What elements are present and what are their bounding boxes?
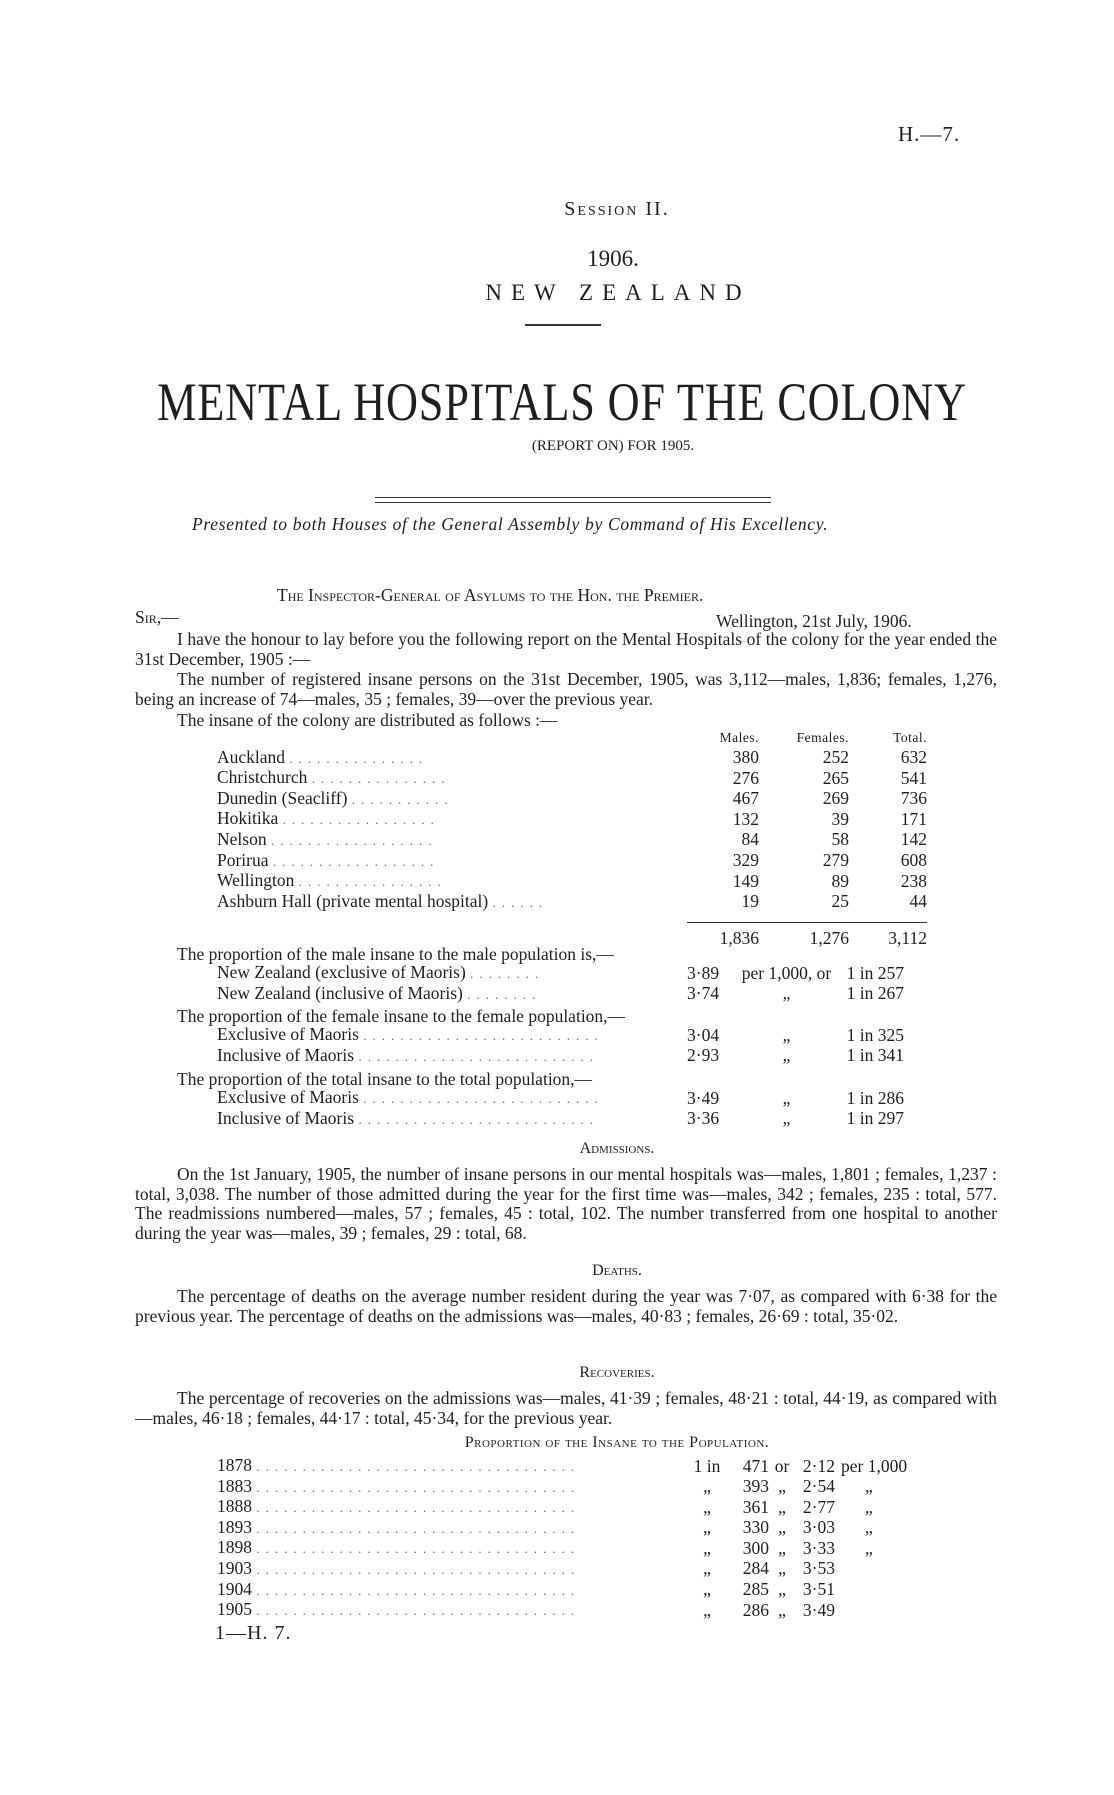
suffix-cell: „ bbox=[865, 1496, 873, 1517]
female-proportion-table bbox=[217, 1025, 904, 1066]
proportion-per: „ bbox=[782, 983, 791, 1004]
table-row: Exclusive of Maoris .......................... 3·49 „ 1 in 286 bbox=[217, 1087, 904, 1108]
rate-cell: 2·77 bbox=[802, 1496, 835, 1517]
females-cell: 58 bbox=[831, 829, 849, 850]
table-row: Nelson .................. 84 58 142 bbox=[217, 828, 927, 850]
table-row: 1878 ................................... 1 in 471 or 2·12 per 1,000 bbox=[217, 1456, 915, 1477]
suffix-cell bbox=[835, 1600, 915, 1621]
proportion-per: „ bbox=[782, 1087, 791, 1108]
hospital-name: Nelson bbox=[217, 828, 267, 849]
ratio-cell: 330 bbox=[742, 1517, 769, 1538]
total-cell: 608 bbox=[900, 850, 927, 871]
proportion-label: New Zealand (inclusive of Maoris) bbox=[217, 982, 463, 1003]
proportion-label: Exclusive of Maoris bbox=[217, 1087, 359, 1107]
total-cell: 238 bbox=[900, 870, 927, 891]
suffix-cell: „ bbox=[865, 1476, 873, 1497]
proportion-ratio: 1 in 297 bbox=[846, 1108, 904, 1129]
table-row: Christchurch ............... 276 265 541 bbox=[217, 767, 927, 788]
suffix-cell: „ bbox=[865, 1537, 873, 1558]
females-cell: 39 bbox=[831, 808, 849, 829]
table-row: Dunedin (Seacliff) ........... 467 269 736 bbox=[217, 787, 927, 809]
letter-paragraph-2: The number of registered insane persons on the 31st December, 1905, was 3,112—males, 1,836; females, 1,276, being an increase of 74—males, 35 ; females, 39—over the previous year. bbox=[135, 669, 997, 709]
prefix-cell: „ bbox=[703, 1476, 711, 1497]
proportion-ratio: 1 in 286 bbox=[846, 1087, 904, 1108]
table-row: 1898 ................................... „ 300 „ 3·33 „ bbox=[217, 1538, 915, 1559]
hospital-name: Auckland bbox=[217, 746, 286, 767]
sep-cell: „ bbox=[778, 1537, 786, 1558]
deaths-paragraph: The percentage of deaths on the average number resident during the year was 7·07, as compared with 6·38 for the previous year. The percentage of deaths on the admissions was—males, 40·83 ; females, 26·69 : total, 35·02. bbox=[135, 1286, 997, 1326]
table-row: Porirua .................. 329 279 608 bbox=[217, 849, 927, 871]
proportion-per: „ bbox=[782, 1024, 791, 1045]
year-cell: 1878 bbox=[217, 1455, 252, 1475]
suffix-cell: „ bbox=[865, 1517, 873, 1538]
population-table bbox=[217, 1456, 915, 1621]
sep-cell: „ bbox=[778, 1558, 786, 1579]
table-row: Inclusive of Maoris .......................... 3·36 „ 1 in 297 bbox=[217, 1107, 904, 1129]
ratio-cell: 284 bbox=[742, 1558, 769, 1579]
females-cell: 279 bbox=[822, 850, 849, 871]
sep-cell: „ bbox=[778, 1476, 786, 1497]
female-proportion-heading: The proportion of the female insane to the female population,— bbox=[177, 1006, 626, 1026]
rate-cell: 3·33 bbox=[802, 1537, 835, 1558]
footer-signature: 1—H. 7. bbox=[215, 1622, 292, 1644]
males-cell: 132 bbox=[732, 808, 759, 829]
sep-cell: or bbox=[774, 1455, 790, 1476]
letter-address: The Inspector-General of Asylums to the Hon. the Premier. bbox=[277, 585, 704, 605]
year-cell: 1888 bbox=[217, 1496, 252, 1517]
proportion-value: 3·04 bbox=[687, 1024, 720, 1045]
table-row: Ashburn Hall (private mental hospital) ...... 19 25 44 bbox=[217, 890, 927, 912]
year-cell: 1883 bbox=[217, 1475, 252, 1496]
table-row: New Zealand (inclusive of Maoris) ........ 3·74 „ 1 in 267 bbox=[217, 982, 904, 1004]
presented-line: Presented to both Houses of the General Assembly by Command of His Excellency. bbox=[192, 514, 829, 534]
females-cell: 25 bbox=[831, 891, 849, 912]
males-cell: 19 bbox=[741, 891, 759, 912]
letter-place-date: Wellington, 21st July, 1906. bbox=[716, 611, 912, 631]
hospital-name: Christchurch bbox=[217, 767, 308, 788]
proportion-label: Exclusive of Maoris bbox=[217, 1024, 359, 1044]
proportion-per: „ bbox=[782, 1045, 791, 1066]
ratio-cell: 471 bbox=[742, 1455, 769, 1476]
year-cell: 1905 bbox=[217, 1599, 252, 1620]
recoveries-heading: Recoveries. bbox=[579, 1364, 655, 1381]
prefix-cell: „ bbox=[703, 1558, 711, 1579]
letter-paragraph-3: The insane of the colony are distributed as follows :— bbox=[177, 710, 558, 730]
sep-cell: „ bbox=[778, 1579, 786, 1600]
proportion-label: New Zealand (exclusive of Maoris) bbox=[217, 962, 466, 982]
proportion-ratio: 1 in 267 bbox=[846, 983, 904, 1004]
suffix-cell: per 1,000 bbox=[841, 1455, 908, 1476]
page-code: H.—7. bbox=[898, 122, 961, 146]
total-cell: 632 bbox=[900, 747, 927, 768]
females-cell: 89 bbox=[831, 870, 849, 891]
suffix-cell bbox=[835, 1559, 915, 1580]
total-cell: 44 bbox=[909, 891, 927, 912]
letter-paragraph-1: I have the honour to lay before you the following report on the Mental Hospitals of the colony for the year ended the 31st December, 1905 :— bbox=[135, 629, 997, 669]
total-cell: 736 bbox=[900, 788, 927, 809]
rate-cell: 2·12 bbox=[802, 1455, 835, 1476]
proportion-per: „ bbox=[782, 1108, 791, 1129]
total-cell: 171 bbox=[900, 808, 927, 829]
table-row: Wellington ................ 149 89 238 bbox=[217, 870, 927, 891]
males-cell: 467 bbox=[732, 788, 759, 809]
total-cell: 541 bbox=[900, 767, 927, 788]
rate-cell: 3·03 bbox=[802, 1517, 835, 1538]
column-header-total: Total. bbox=[893, 730, 927, 745]
table-row: 1888 ................................... „ 361 „ 2·77 „ bbox=[217, 1497, 915, 1518]
ratio-cell: 285 bbox=[742, 1579, 769, 1600]
male-proportion-heading: The proportion of the male insane to the male population is,— bbox=[177, 944, 614, 964]
males-cell: 149 bbox=[732, 870, 759, 891]
total-proportion-table bbox=[217, 1088, 904, 1129]
suffix-cell bbox=[835, 1580, 915, 1601]
hospital-name: Hokitika bbox=[217, 808, 279, 829]
year-label: 1906. bbox=[587, 246, 639, 271]
proportion-label: Inclusive of Maoris bbox=[217, 1044, 355, 1065]
rate-cell: 3·49 bbox=[802, 1599, 835, 1620]
proportion-value: 3·74 bbox=[687, 983, 720, 1004]
session-label: Session II. bbox=[564, 198, 670, 220]
proportion-value: 3·36 bbox=[687, 1108, 720, 1129]
ratio-cell: 393 bbox=[742, 1476, 769, 1497]
ratio-cell: 361 bbox=[742, 1496, 769, 1517]
hospital-name: Ashburn Hall (private mental hospital) bbox=[217, 890, 489, 911]
admissions-heading: Admissions. bbox=[579, 1140, 655, 1157]
prefix-cell: „ bbox=[703, 1599, 711, 1620]
females-cell: 265 bbox=[822, 767, 849, 788]
hospital-name: Dunedin (Seacliff) bbox=[217, 787, 348, 808]
title-rule-top bbox=[375, 497, 771, 498]
sep-cell: „ bbox=[778, 1517, 786, 1538]
deaths-heading: Deaths. bbox=[592, 1262, 642, 1279]
proportion-ratio: 1 in 325 bbox=[846, 1024, 904, 1045]
prefix-cell: 1 in bbox=[693, 1455, 721, 1476]
year-cell: 1904 bbox=[217, 1578, 252, 1599]
table-row: New Zealand (exclusive of Maoris) ........ 3·89 per 1,000, or 1 in 257 bbox=[217, 962, 904, 983]
sep-cell: „ bbox=[778, 1599, 786, 1620]
year-cell: 1898 bbox=[217, 1537, 252, 1558]
letter-salutation: Sir,— bbox=[135, 607, 179, 627]
rate-cell: 3·53 bbox=[802, 1558, 835, 1579]
proportion-value: 2·93 bbox=[687, 1045, 720, 1066]
table-row: 1893 ................................... „ 330 „ 3·03 „ bbox=[217, 1518, 915, 1539]
males-total-cell: 1,836 bbox=[687, 923, 759, 949]
table-row: 1904 ................................... „ 285 „ 3·51 bbox=[217, 1580, 915, 1601]
sep-cell: „ bbox=[778, 1496, 786, 1517]
column-header-females: Females. bbox=[796, 730, 849, 745]
proportion-value: 3·49 bbox=[687, 1087, 720, 1108]
proportion-ratio: 1 in 341 bbox=[846, 1045, 904, 1066]
year-cell: 1893 bbox=[217, 1516, 252, 1537]
table-row: Auckland ............... 380 252 632 bbox=[217, 746, 927, 768]
proportion-label: Inclusive of Maoris bbox=[217, 1107, 355, 1128]
proportion-per: per 1,000, or bbox=[741, 962, 832, 983]
header-rule bbox=[525, 324, 601, 326]
report-title: MENTAL HOSPITALS OF THE COLONY bbox=[157, 372, 967, 432]
rate-cell: 3·51 bbox=[802, 1579, 835, 1600]
females-cell: 269 bbox=[822, 788, 849, 809]
rate-cell: 2·54 bbox=[802, 1476, 835, 1497]
proportion-ratio: 1 in 257 bbox=[846, 962, 904, 983]
prefix-cell: „ bbox=[703, 1579, 711, 1600]
males-cell: 380 bbox=[732, 747, 759, 768]
females-total-cell: 1,276 bbox=[759, 923, 849, 949]
females-cell: 252 bbox=[822, 747, 849, 768]
distribution-header-row bbox=[217, 728, 927, 748]
distribution-table bbox=[217, 728, 927, 949]
table-row: 1903 ................................... „ 284 „ 3·53 bbox=[217, 1559, 915, 1580]
table-row: 1905 ................................... „ 286 „ 3·49 bbox=[217, 1600, 915, 1621]
hospital-name: Wellington bbox=[217, 870, 295, 891]
column-header-males: Males. bbox=[719, 730, 759, 745]
males-cell: 84 bbox=[741, 829, 759, 850]
table-row: 1883 ................................... „ 393 „ 2·54 „ bbox=[217, 1477, 915, 1498]
table-row: Hokitika ................. 132 39 171 bbox=[217, 808, 927, 829]
year-cell: 1903 bbox=[217, 1557, 252, 1578]
males-cell: 329 bbox=[732, 850, 759, 871]
admissions-paragraph: On the 1st January, 1905, the number of insane persons in our mental hospitals was—males, 1,801 ; females, 1,237 : total, 3,038. The number of those admitted during the year for the first time was—males, 342 ; females, 235 : total, 577. The readmissions numbered—males, 57 ; females, 45 : total, 102. The number transferred from one hospital to another during the year was—males, 39 ; females, 29 : total, 68. bbox=[135, 1164, 997, 1243]
total-cell: 142 bbox=[900, 829, 927, 850]
table-row: Exclusive of Maoris .......................... 3·04 „ 1 in 325 bbox=[217, 1024, 904, 1045]
population-table-heading: Proportion of the Insane to the Population. bbox=[464, 1434, 770, 1451]
recoveries-paragraph: The percentage of recoveries on the admissions was—males, 41·39 ; females, 48·21 : total, 44·19, as compared with—males, 46·18 ; females, 44·17 : total, 45·34, for the previous year. bbox=[135, 1388, 997, 1428]
country-label: NEW ZEALAND bbox=[485, 280, 751, 305]
grand-total-cell: 3,112 bbox=[849, 923, 927, 949]
male-proportion-table bbox=[217, 963, 904, 1004]
males-cell: 276 bbox=[732, 767, 759, 788]
title-rule-bottom bbox=[375, 502, 771, 503]
report-subtitle: (REPORT ON) FOR 1905. bbox=[531, 438, 695, 454]
hospital-name: Porirua bbox=[217, 849, 269, 870]
total-proportion-heading: The proportion of the total insane to the total population,— bbox=[177, 1069, 593, 1089]
prefix-cell: „ bbox=[703, 1517, 711, 1538]
prefix-cell: „ bbox=[703, 1537, 711, 1558]
prefix-cell: „ bbox=[703, 1496, 711, 1517]
table-row: Inclusive of Maoris .......................... 2·93 „ 1 in 341 bbox=[217, 1044, 904, 1066]
ratio-cell: 300 bbox=[742, 1537, 769, 1558]
ratio-cell: 286 bbox=[742, 1599, 769, 1620]
proportion-value: 3·89 bbox=[687, 962, 720, 983]
